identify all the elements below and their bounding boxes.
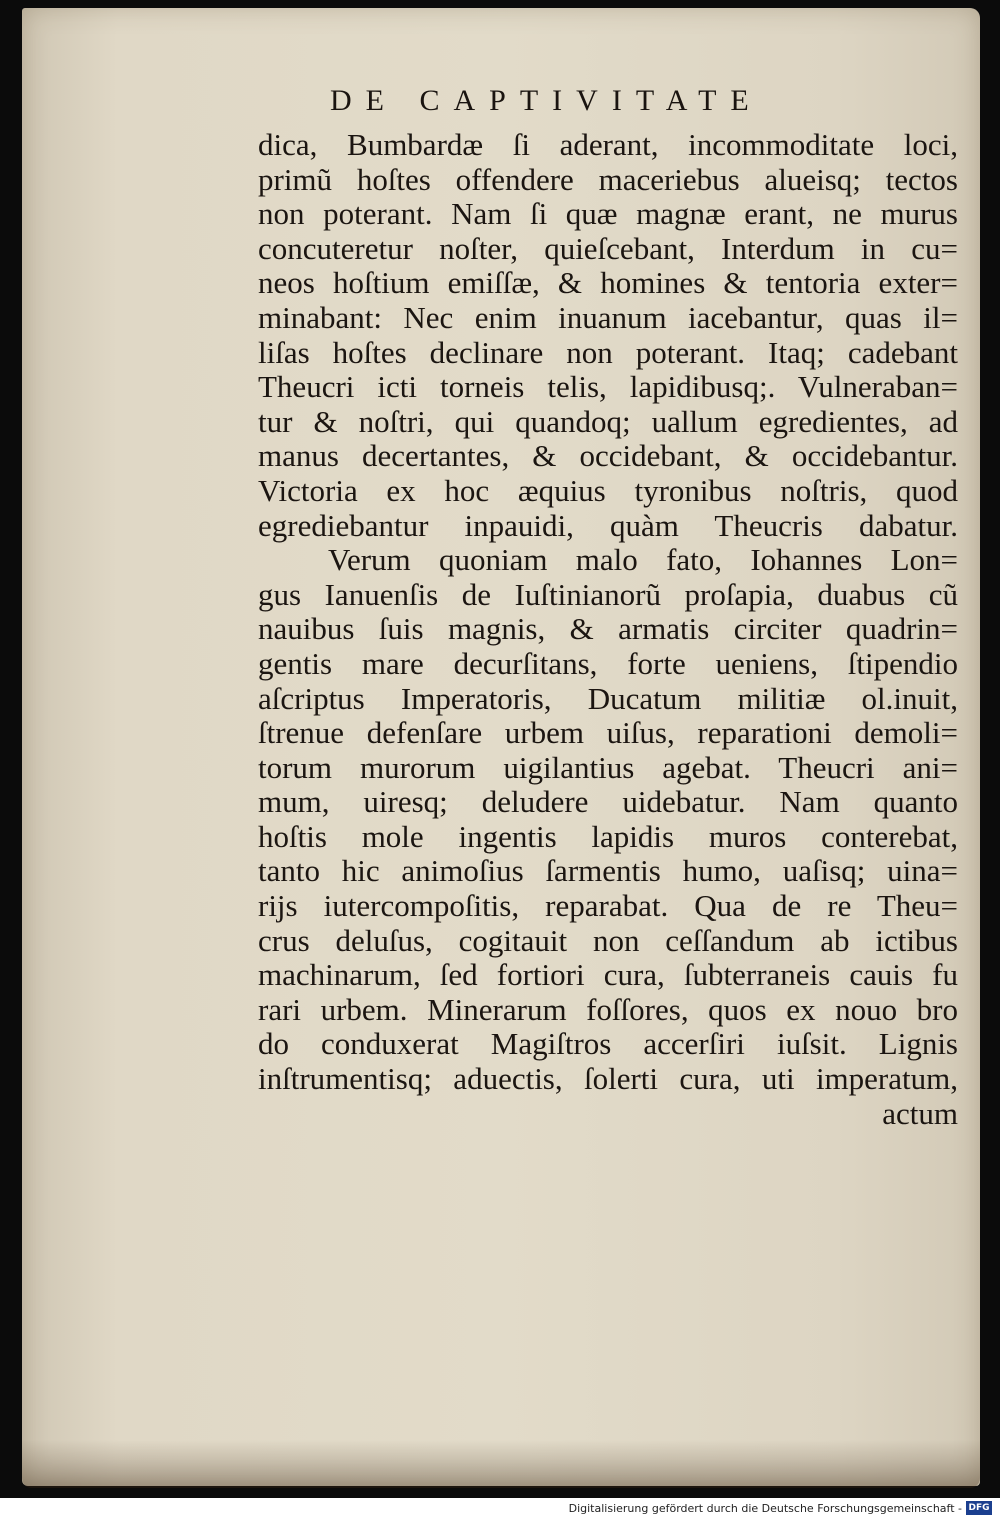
text-line: primũ hoſtes offendere maceriebus alueisq; tectos: [258, 161, 958, 197]
text-line: concuteretur noſter, quieſcebant, Interdum in cu=: [258, 230, 958, 266]
text-line: gentis mare decurſitans, forte ueniens, ſtipendio: [258, 645, 958, 681]
text-line: ſtrenue defenſare urbem uiſus, reparationi demoli=: [258, 715, 958, 751]
text-line: machinarum, ſed fortiori cura, ſubterraneis cauis fu: [258, 957, 958, 993]
text-line: hoſtis mole ingentis lapidis muros conterebat,: [258, 818, 958, 854]
text-line: dica, Bumbardæ ſi aderant, incommoditate loci,: [258, 127, 958, 162]
dfg-logo-icon: DFG: [966, 1501, 992, 1515]
running-header: DE CAPTIVITATE: [330, 84, 763, 117]
text-line: tanto hic animoſius ſarmentis humo, uaſisq; uina=: [258, 853, 958, 889]
text-line: torum murorum uigilantius agebat. Theucri ani=: [258, 749, 958, 785]
text-line: crus deluſus, cogitauit non ceſſandum ab ictibus: [258, 922, 958, 958]
text-line: nauibus ſuis magnis, & armatis circiter quadrin=: [258, 611, 958, 647]
text-line: manus decertantes, & occidebant, & occidebantur.: [258, 438, 958, 474]
text-line: liſas hoſtes declinare non poterant. Itaq; cadebant: [258, 334, 958, 370]
text-line: inſtrumentisq; aduectis, ſolerti cura, uti imperatum,: [258, 1061, 958, 1097]
text-line: tur & noſtri, qui quandoq; uallum egredientes, ad: [258, 403, 958, 439]
text-line: non poterant. Nam ſi quæ magnæ erant, ne murus: [258, 196, 958, 232]
page-edge-shadow: [22, 1440, 980, 1488]
text-line: gus Ianuenſis de Iuſtinianorũ proſapia, duabus cũ: [258, 576, 958, 612]
catchword: actum: [882, 1095, 958, 1131]
text-line: rari urbem. Minerarum foſſores, quos ex nouo bro: [258, 991, 958, 1027]
text-line-paragraph-start: Verum quoniam malo fato, Iohannes Lon=: [328, 542, 958, 578]
text-line: minabant: Nec enim inuanum iacebantur, quas il=: [258, 299, 958, 335]
text-line: aſcriptus Imperatoris, Ducatum militiæ ol.inuit,: [258, 680, 958, 716]
text-line: mum, uiresq; deludere uidebatur. Nam quanto: [258, 784, 958, 820]
text-line: Victoria ex hoc æquius tyronibus noſtris, quod: [258, 472, 958, 508]
body-text: [258, 128, 958, 1131]
text-line: do conduxerat Magiſtros accerſiri iuſsit. Lignis: [258, 1026, 958, 1062]
text-line: neos hoſtium emiſſæ, & homines & tentoria exter=: [258, 265, 958, 301]
text-line: rijs iutercompoſitis, reparabat. Qua de re Theu=: [258, 888, 958, 924]
funding-notice: Digitalisierung gefördert durch die Deutsche Forschungsgemeinschaft -: [568, 1502, 962, 1515]
text-line: egrediebantur inpauidi, quàm Theucris dabatur.: [258, 507, 958, 543]
text-line: Theucri icti torneis telis, lapidibusq;. Vulneraban=: [258, 369, 958, 405]
